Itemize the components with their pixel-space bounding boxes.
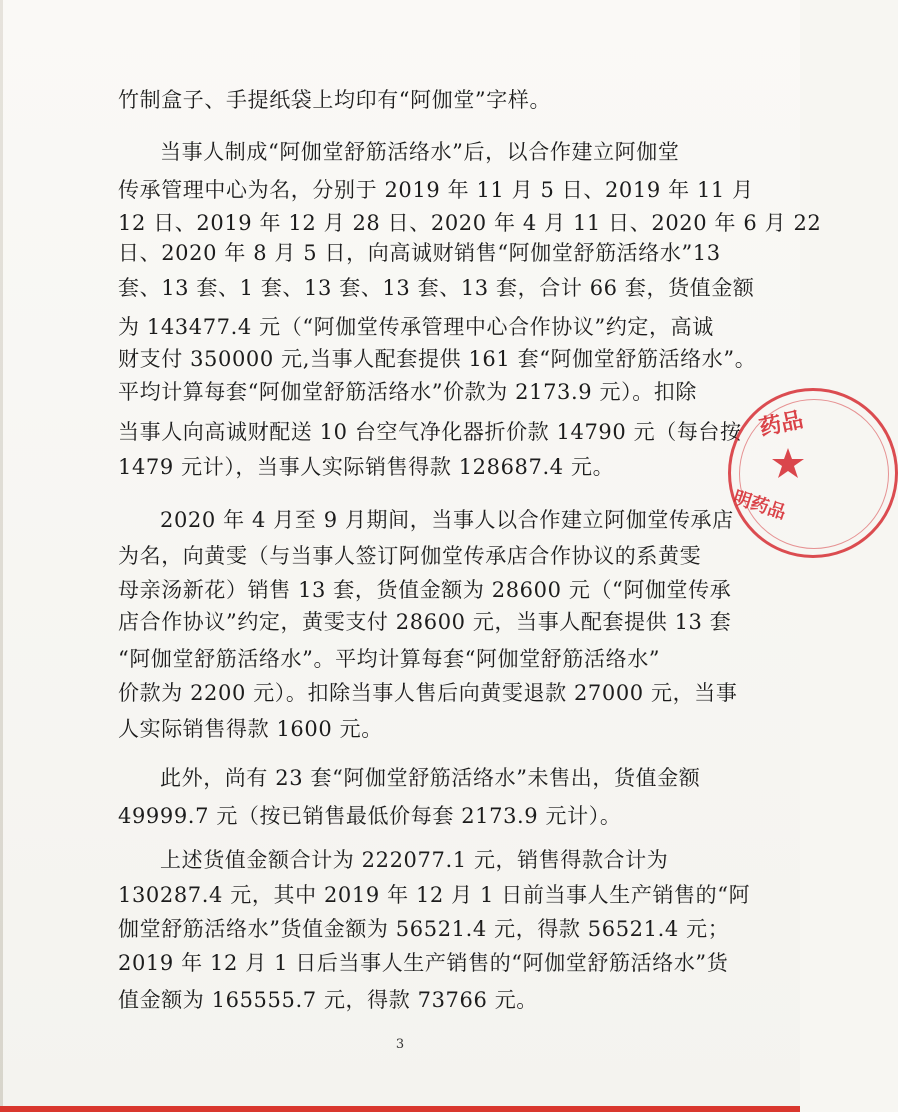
text-line-9: 平均计算每套“阿伽堂舒筋活络水”价款为 2173.9 元）。扣除: [118, 380, 697, 404]
text-line-21: 上述货值金额合计为 222077.1 元，销售得款合计为: [160, 848, 669, 872]
text-line-11: 1479 元计），当事人实际销售得款 128687.4 元。: [118, 455, 615, 479]
text-line-10: 当事人向高诚财配送 10 台空气净化器折价款 14790 元（每台按: [118, 420, 742, 444]
text-line-6: 套、13 套、1 套、13 套、13 套、13 套，合计 66 套，货值金额: [118, 276, 755, 300]
text-line-12: 2020 年 4 月至 9 月期间，当事人以合作建立阿伽堂传承店: [160, 508, 734, 532]
seal-star-icon: [771, 446, 805, 480]
seal-text-top: 药品: [757, 407, 806, 442]
text-line-2: 当事人制成“阿伽堂舒筋活络水”后，以合作建立阿伽堂: [160, 140, 680, 164]
text-line-15: 店合作协议”约定，黄雯支付 28600 元，当事人配套提供 13 套: [118, 610, 732, 634]
official-seal: [728, 388, 898, 558]
page-number: 3: [395, 1037, 405, 1052]
text-line-14: 母亲汤新花）销售 13 套，货值金额为 28600 元（“阿伽堂传承: [118, 578, 732, 602]
seal-text-bottom: 明药品: [730, 487, 789, 524]
text-line-23: 伽堂舒筋活络水”货值金额为 56521.4 元，得款 56521.4 元；: [118, 917, 730, 941]
bottom-red-border: [0, 1106, 800, 1112]
text-line-24: 2019 年 12 月 1 日后当事人生产销售的“阿伽堂舒筋活络水”货: [118, 951, 729, 975]
page-edge-shadow: [0, 0, 3, 1112]
text-line-1: 竹制盒子、手提纸袋上均印有“阿伽堂”字样。: [118, 88, 552, 112]
text-line-8: 财支付 350000 元,当事人配套提供 161 套“阿伽堂舒筋活络水”。: [118, 347, 757, 371]
text-line-7: 为 143477.4 元（“阿伽堂传承管理中心合作协议”约定，高诚: [118, 315, 714, 339]
text-line-4: 12 日、2019 年 12 月 28 日、2020 年 4 月 11 日、2020 年 6 月 22: [118, 211, 822, 235]
text-line-16: “阿伽堂舒筋活络水”。平均计算每套“阿伽堂舒筋活络水”: [118, 647, 661, 671]
text-line-17: 价款为 2200 元）。扣除当事人售后向黄雯退款 27000 元，当事: [118, 681, 738, 705]
text-line-13: 为名，向黄雯（与当事人签订阿伽堂传承店合作协议的系黄雯: [118, 544, 702, 568]
text-line-25: 值金额为 165555.7 元，得款 73766 元。: [118, 988, 538, 1012]
text-line-18: 人实际销售得款 1600 元。: [118, 717, 383, 741]
text-line-19: 此外，尚有 23 套“阿伽堂舒筋活络水”未售出，货值金额: [160, 766, 701, 790]
text-line-22: 130287.4 元，其中 2019 年 12 月 1 日前当事人生产销售的“阿: [118, 883, 751, 907]
text-line-3: 传承管理中心为名，分别于 2019 年 11 月 5 日、2019 年 11 月: [118, 178, 754, 202]
text-line-20: 49999.7 元（按已销售最低价每套 2173.9 元计）。: [118, 804, 622, 828]
text-line-5: 日、2020 年 8 月 5 日，向高诚财销售“阿伽堂舒筋活络水”13: [118, 241, 721, 265]
